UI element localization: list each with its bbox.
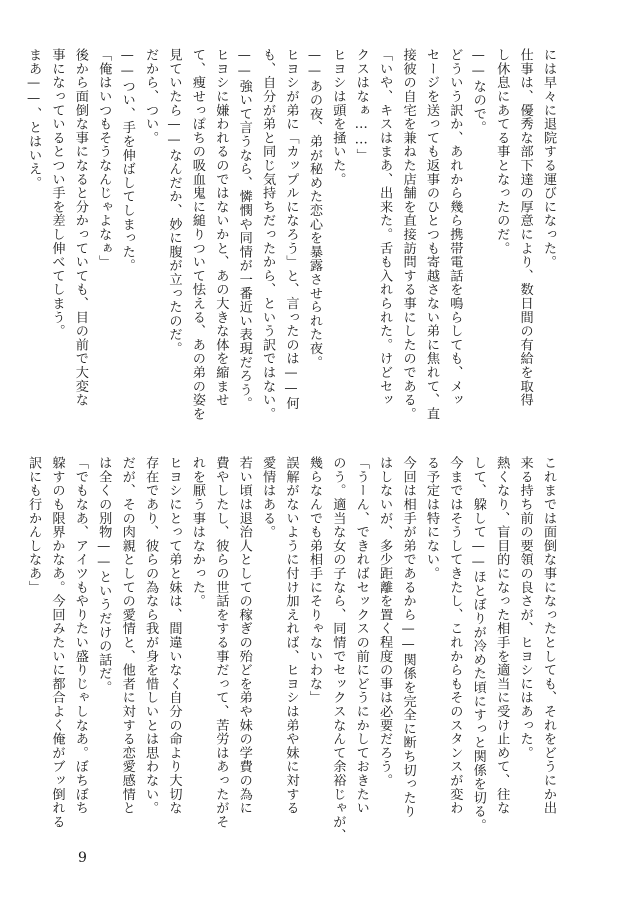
text-line: ——強いて言うなら、憐憫や同情が一番近い表現だろう。 (236, 48, 252, 411)
text-line: 訳にも行かんしなあ」 (26, 456, 42, 594)
text-line: のう。適当な女の子なら、同情でセックスなんて余裕じゃが、 (330, 456, 346, 843)
text-line: 「うーん、できればセックスの前にどうにかしておきたい (353, 456, 369, 815)
text-line: 事になっているとつい手を差し伸べてしまう。 (49, 48, 65, 338)
text-line: 存在であり、彼らの為なら我が身を惜しいとは思わない。 (143, 456, 159, 815)
text-line: これまでは面倒な事になったとしても、それをどうにか出 (541, 456, 556, 815)
text-line: 仕事は、優秀な部下達の厚意により、数日間の有給を取得 (517, 48, 533, 407)
text-line: 熱くなり、盲目的になった相手を適当に受け止めて、往な (494, 456, 510, 815)
text-block-bottom (26, 456, 560, 843)
text-line: し休息にあてる事となったのだ。 (494, 48, 510, 255)
text-line: セージを送っても返事のひとつも寄越さない弟に焦れて、直 (423, 48, 439, 421)
text-line: 「でもなあ、アイツもやりたい盛りじゃしなあ。ぼちぼち (72, 456, 88, 815)
text-line: ヒヨシが弟に「カップルになろう」と、言ったのは——何 (283, 48, 299, 411)
text-line: ——なので。 (470, 48, 486, 135)
text-block-top (26, 48, 560, 421)
text-line: 接彼の自宅を兼ねた店舗を直接訪問する事にしたのである。 (400, 48, 416, 421)
text-line: まあ——、とはいえ。 (26, 48, 42, 190)
page-number: 9 (78, 850, 87, 866)
text-line: だから、つい。 (143, 48, 159, 145)
text-line: は全くの別物——というだけの話だ。 (96, 456, 112, 695)
text-line: ヒヨシにとって弟と妹は、間違いなく自分の命より大切な (166, 456, 182, 815)
text-line: 今まではそうしてきたし、これからもそのスタンスが変わ (447, 456, 463, 815)
text-line: はしないが、多少距離を置く程度の事は必要だろう。 (377, 456, 393, 788)
text-line: どういう訳か、あれから幾ら携帯電話を鳴らしても、メッ (447, 48, 463, 407)
text-line: 若い頃は退治人としての稼ぎの殆どを弟や妹の学費の為に (236, 456, 252, 815)
text-line: には早々に退院する運びになった。 (541, 48, 556, 269)
text-line: も、自分が弟と同じ気持ちだったから、という訳ではない。 (260, 48, 276, 421)
text-line: 「いや、キスはまあ、出来た。舌も入れられた。けどセッ (377, 48, 393, 407)
text-line: クスはなぁ……」 (353, 48, 369, 162)
text-line: 来る持ち前の要領の良さが、ヒヨシにはあった。 (517, 456, 533, 760)
text-line: ヒヨシは頭を掻いた。 (330, 48, 346, 186)
text-line: だが、その肉親としての愛情と、他者に対する恋愛感情と (119, 456, 135, 815)
text-line: れを厭う事はなかった。 (189, 456, 205, 608)
text-line: 「俺はいつもそうなんじゃよなぁ」 (96, 48, 112, 269)
text-line: 幾らなんでも弟相手にそりゃないわな」 (306, 456, 322, 705)
text-line: 躱すのも限界かなあ。今回みたいに都合よく俺がブッ倒れる (49, 456, 65, 829)
text-line: ヒヨシに嫌われるのではないかと、あの大きな体を縮ませ (213, 48, 229, 407)
text-line: 今回は相手が弟であるから——関係を完全に断ち切ったり (400, 456, 416, 819)
text-line: ——つい、手を伸ばしてしまった。 (119, 48, 135, 273)
text-line: 見ていたら——なんだか、妙に腹が立ったのだ。 (166, 48, 182, 356)
text-line: 愛情はある。 (260, 456, 276, 539)
text-line: して、躱して——ほとぼりが冷めた頃にすっと関係を切る。 (470, 456, 486, 833)
text-line: 後から面倒な事になると分かっていても、目の前で大変な (72, 48, 88, 407)
text-line: て、痩せっぽちの吸血鬼に縋りついて怯える、あの弟の姿を (189, 48, 205, 421)
text-line: 誤解がないように付け加えれば、ヒヨシは弟や妹に対する (283, 456, 299, 815)
text-line: る予定は特にない。 (423, 456, 439, 581)
text-line: 費やしたし、彼らの世話をする事だって、苦労はあったがそ (213, 456, 229, 829)
text-line: ——あの夜、弟が秘めた恋心を暴露させられた夜。 (306, 48, 322, 369)
